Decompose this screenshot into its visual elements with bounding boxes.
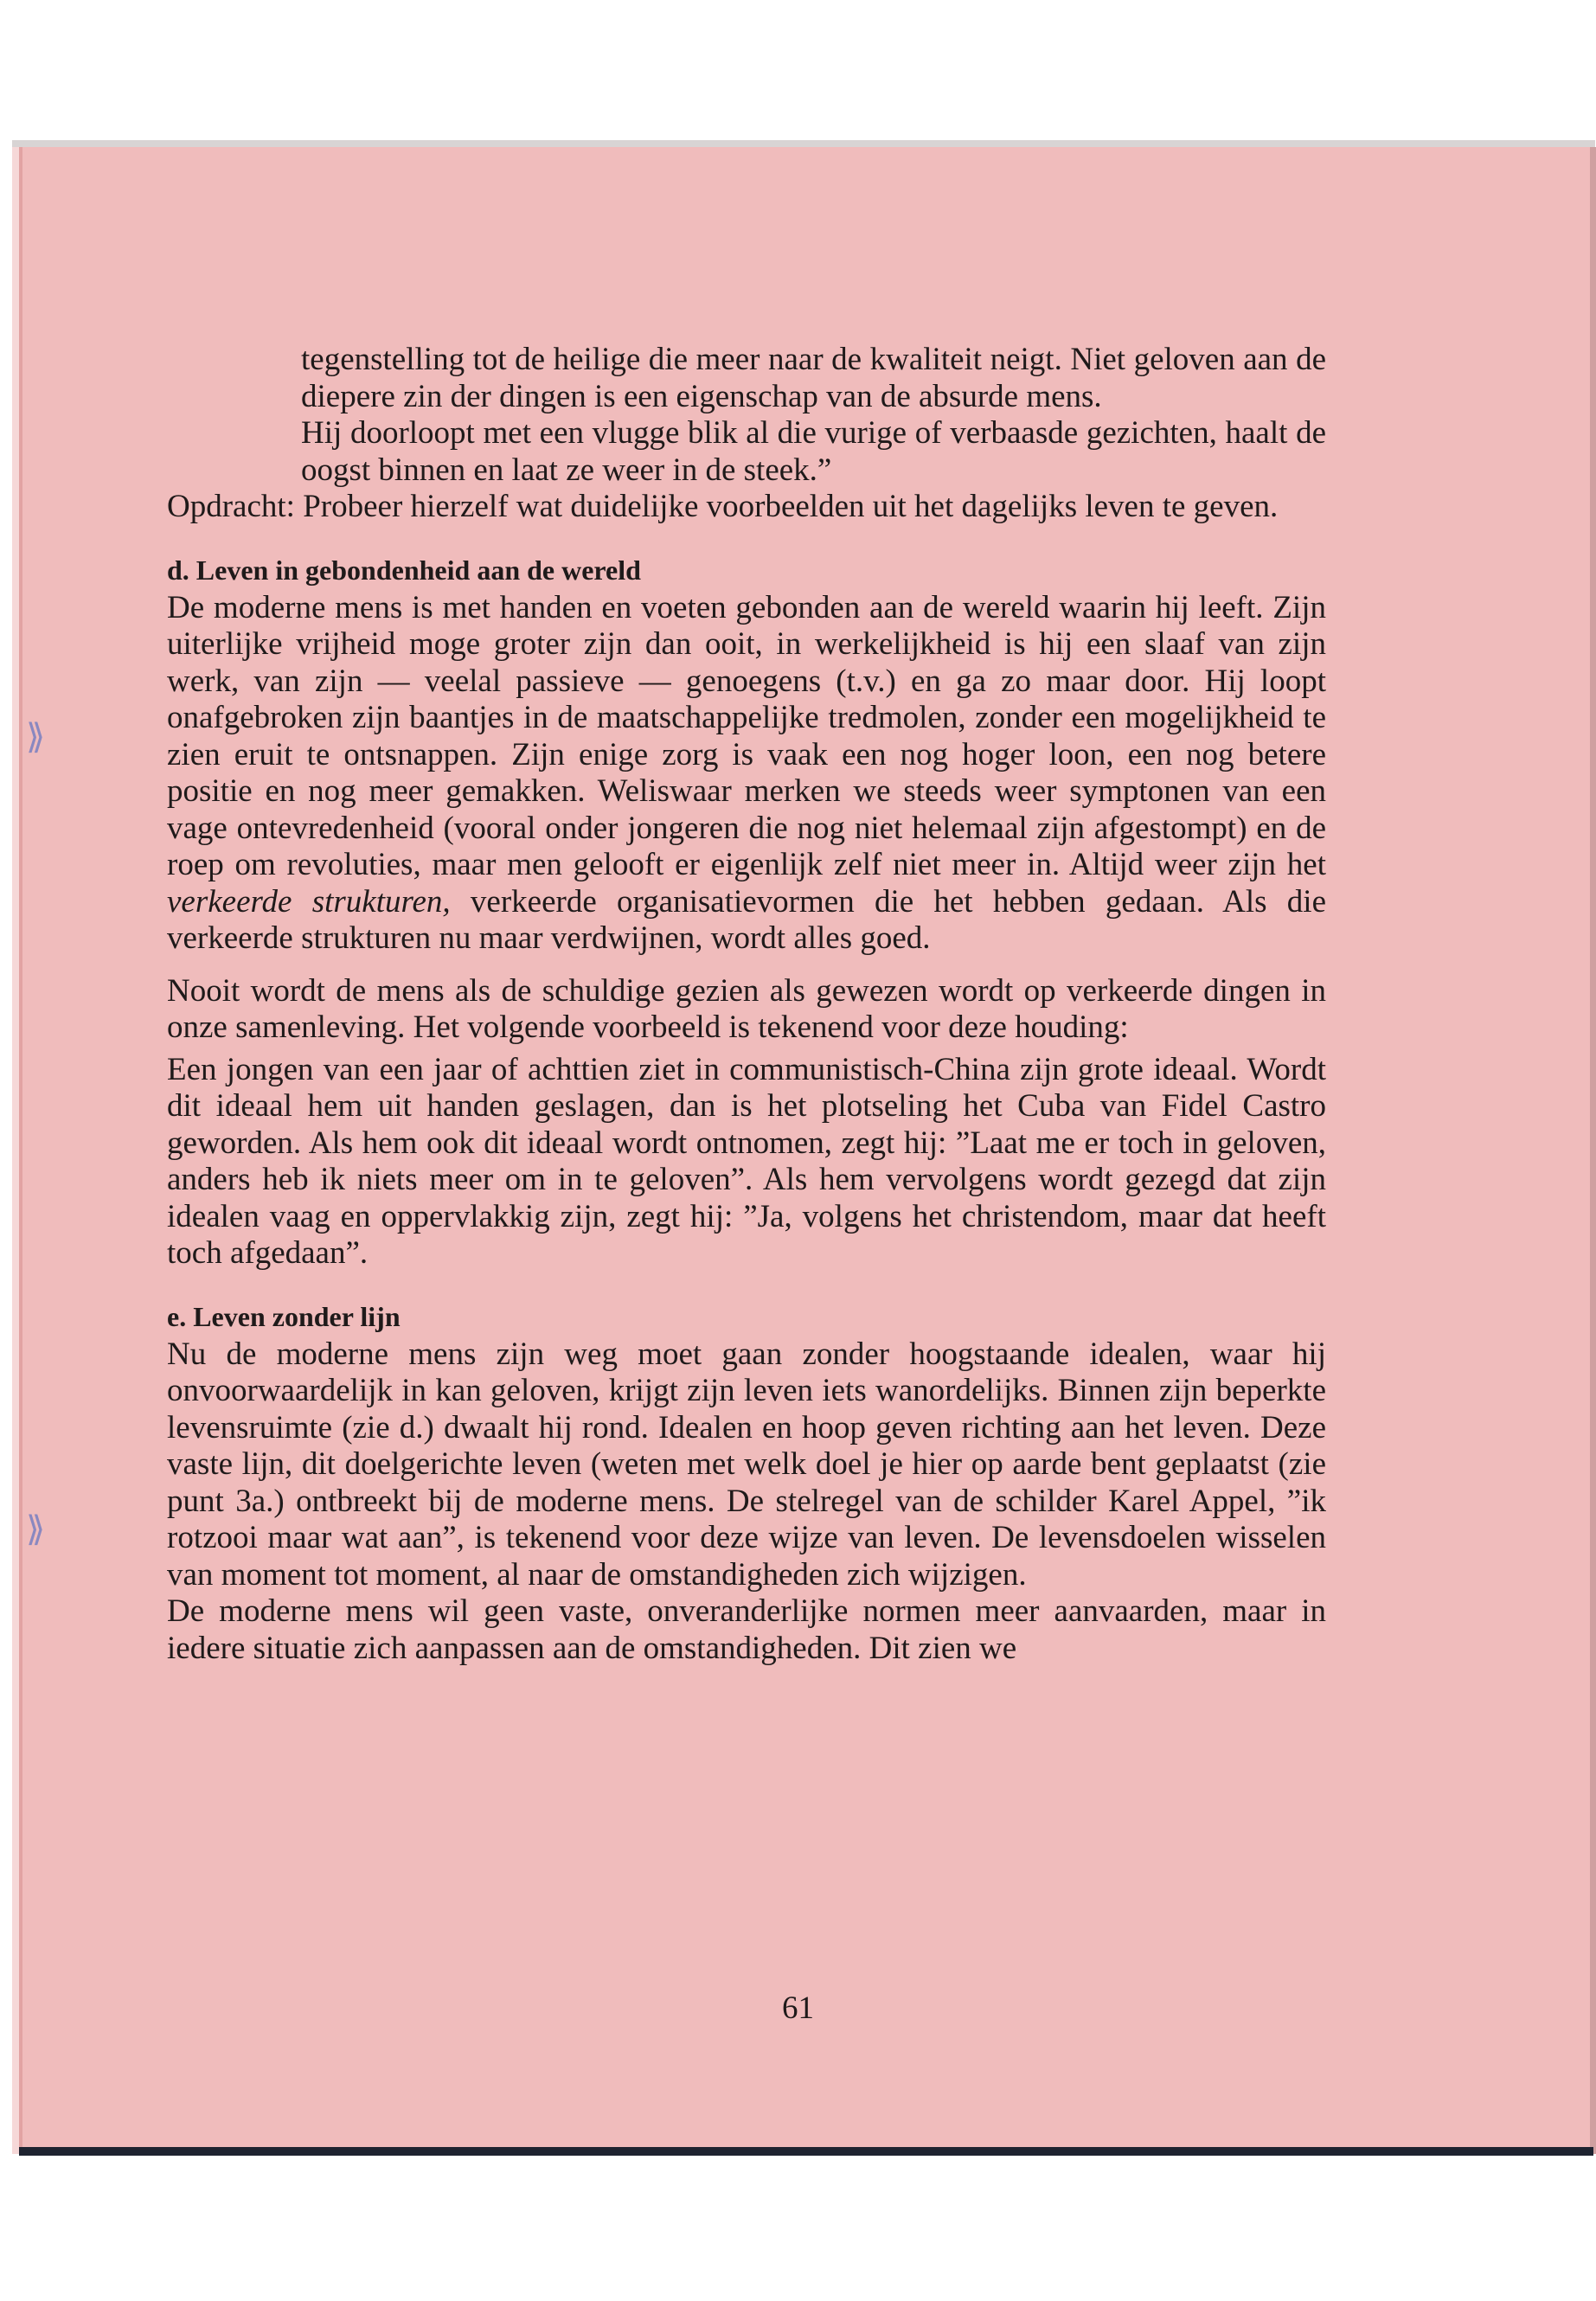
section-d-paragraph-1: De moderne mens is met handen en voeten gebonden aan de wereld waarin hij leeft. Zijn uiterlijke vrijheid moge groter zijn dan ooit, in werkelijkheid is hij een slaaf van zijn werk, van zijn — veelal passieve — genoegens (t.v.) en ga zo maar door. Hij loopt onafgebroken zijn baantjes in de maatschappelijke tredmolen, zonder een mogelijkheid te zien eruit te ontsnappen. Zijn enige zorg is vaak een nog hoger loon, een nog betere positie en nog meer gemakken. Weliswaar merken we steeds weer symptonen van een vage ontevredenheid (vooral onder jongeren die nog niet helemaal zijn afgestompt) en de roep om revoluties, maar men gelooft er eigenlijk zelf niet meer in. Altijd weer zijn het verkeerde strukturen, verkeerde organisatievormen die het hebben gedaan. Als die verkeerde strukturen nu maar verdwijnen, wordt alles goed.: [167, 589, 1326, 956]
margin-bracket-icon: ⟫: [26, 717, 46, 757]
margin-bracket-icon: ⟫: [26, 1509, 46, 1549]
section-d-paragraph-3: Een jongen van een jaar of achttien ziet in communistisch-China zijn grote ideaal. Wordt dit ideaal hem uit handen geslagen, dan is het plotseling het Cuba van Fidel Castro geworden. Als hem ook dit ideaal wordt ontnomen, zegt hij: ”Laat me er toch in geloven, anders heb ik niets meer om in te geloven”. Als hem vervolgens wordt gezegd dat zijn idealen vaag en oppervlakkig zijn, zegt hij: ”Ja, volgens het christendom, maar dat heeft toch afgedaan”.: [167, 1051, 1326, 1271]
assignment-label: Opdracht:: [167, 489, 304, 524]
italic-phrase: verkeerde strukturen,: [167, 883, 451, 920]
scan-left-edge: [12, 147, 19, 2154]
page-text: [167, 342, 1326, 1667]
section-d-paragraph-2: Nooit wordt de mens als de schuldige gezien als gewezen wordt op verkeerde dingen in onze samenleving. Het volgende voorbeeld is tekenend voor deze houding:: [167, 972, 1326, 1045]
section-e-heading: e. Leven zonder lijn: [167, 1300, 401, 1332]
top-paragraph-1: tegenstelling tot de heilige die meer naar de kwaliteit neigt. Niet geloven aan de diepere zin der dingen is een eigenschap van de absurde mens.: [301, 342, 1326, 414]
section-d-heading: d. Leven in gebondenheid aan de wereld: [167, 554, 641, 586]
page-bottom-edge: [19, 2147, 1593, 2156]
section-e-paragraph-2: De moderne mens wil geen vaste, onveranderlijke normen meer aanvaarden, maar in iedere situatie zich aanpassen aan de omstandigheden. Dit zien we: [167, 1593, 1326, 1666]
section-e-paragraph-1: Nu de moderne mens zijn weg moet gaan zonder hoogstaande idealen, waar hij onvoorwaardelijk in kan geloven, krijgt zijn leven iets wanordelijks. Binnen zijn beperkte levensruimte (zie d.) dwaalt hij rond. Idealen en hoop geven richting aan het leven. Deze vaste lijn, dit doelgerichte leven (weten met welk doel je hier op aarde bent geplaatst (zie punt 3a.) ontbreekt bij de moderne mens. De stelregel van de schilder Karel Appel, ”ik rotzooi maar wat aan”, is tekenend voor deze wijze van leven. De levensdoelen wisselen van moment tot moment, al naar de omstandigheden zich wijzigen.: [167, 1336, 1326, 1593]
top-paragraph-2: Hij doorloopt met een vlugge blik al die vurige of verbaasde gezichten, haalt de oogst binnen en laat ze weer in de steek.”: [301, 415, 1326, 488]
assignment-text: Probeer hierzelf wat duidelijke voorbeelden uit het dagelijks leven te geven.: [303, 489, 1279, 524]
page-number: 61: [782, 1990, 814, 2026]
scan-right-edge: [1590, 147, 1596, 2154]
assignment: [167, 489, 1326, 526]
